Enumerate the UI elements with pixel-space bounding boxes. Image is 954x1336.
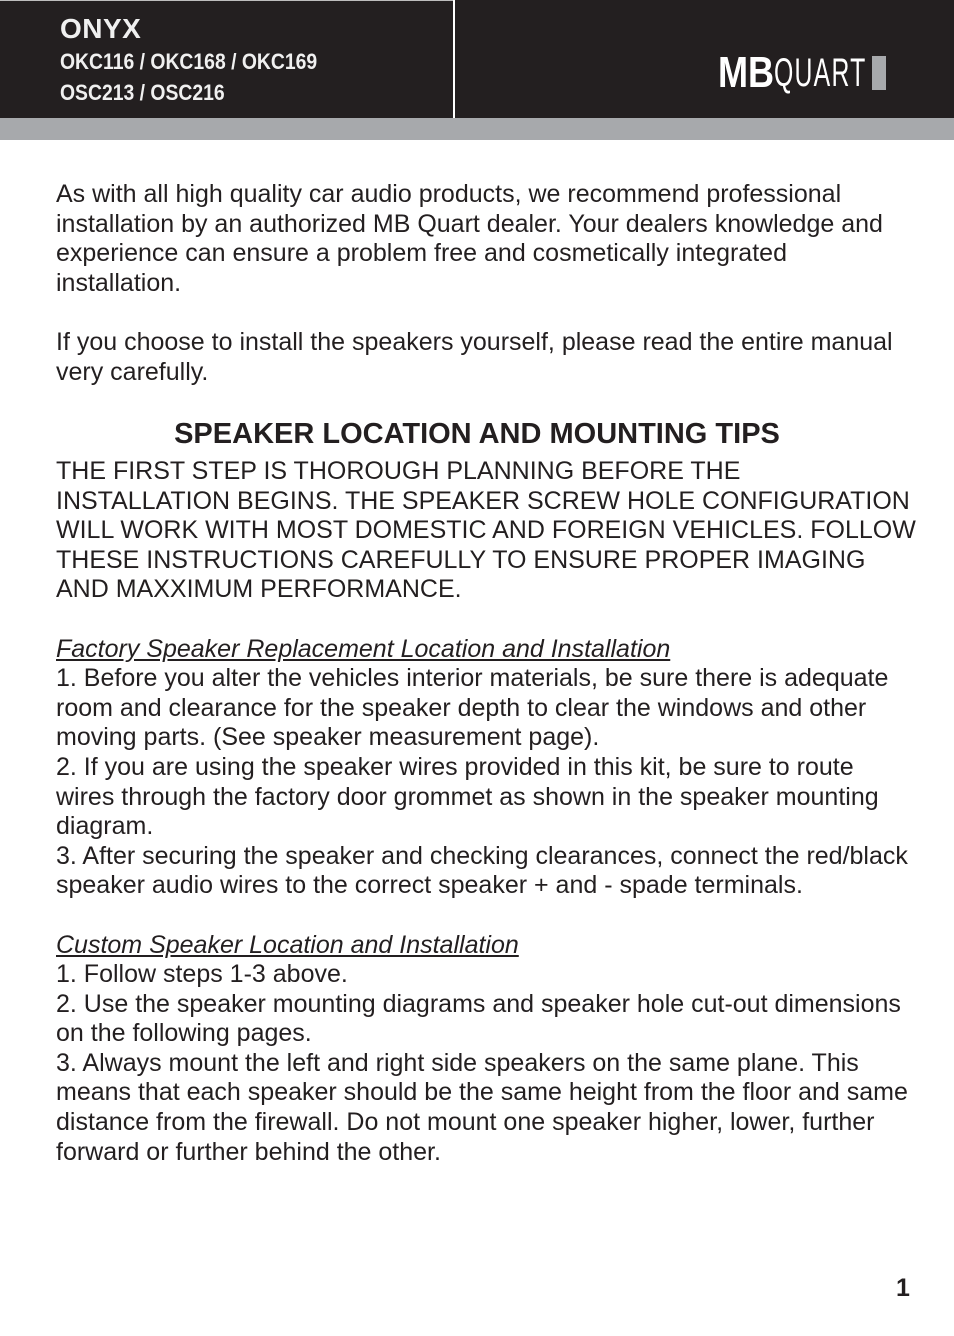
- header-gray-band: [0, 118, 954, 140]
- custom-heading: Custom Speaker Location and Installation: [56, 930, 519, 959]
- mounting-tips-section: [56, 457, 916, 1167]
- spacer: [56, 901, 916, 931]
- custom-step-3: 3. Always mount the left and right side speakers on the same plane. This means that each speaker should be the same height from the floor and same distance from the firewall. Do not mount one speaker higher, lower, further forward or further behind the other.: [56, 1048, 908, 1166]
- intro-paragraph-2: If you choose to install the speakers yourself, please read the entire manual very carefully.: [56, 327, 893, 386]
- header-top-line: [0, 0, 453, 1]
- intro-section: [56, 180, 906, 387]
- custom-step-2: 2. Use the speaker mounting diagrams and speaker hole cut-out dimensions on the following pages.: [56, 989, 901, 1048]
- page-header: [0, 0, 954, 118]
- page-number: 1: [896, 1274, 910, 1302]
- brand-name: ONYX: [60, 13, 142, 44]
- factory-step-3: 3. After securing the speaker and checking clearances, connect the red/black speaker audio wires to the correct speaker + and - spade terminals.: [56, 841, 908, 900]
- factory-step-2: 2. If you are using the speaker wires provided in this kit, be sure to route wires through the factory door grommet as shown in the speaker mounting diagram.: [56, 752, 879, 841]
- section-title: SPEAKER LOCATION AND MOUNTING TIPS: [174, 418, 780, 450]
- spacer: [56, 605, 916, 635]
- logo-mb-text: MB: [718, 48, 775, 97]
- factory-heading: Factory Speaker Replacement Location and Installation: [56, 634, 671, 663]
- spacer: [56, 298, 906, 328]
- model-block: [60, 12, 352, 108]
- intro-paragraph-1: As with all high quality car audio products, we recommend professional installation by an authorized MB Quart dealer. Your dealers knowledge and experience can ensure a problem free and cosmetically integrated installation.: [56, 180, 883, 297]
- custom-step-1: 1. Follow steps 1-3 above.: [56, 960, 348, 989]
- factory-step-1: 1. Before you alter the vehicles interior materials, be sure there is adequate room and clearance for the speaker depth to clear the windows and other moving parts. (See speaker measurement page).: [56, 664, 889, 752]
- mb-quart-logo: [718, 48, 886, 97]
- logo-quart-text: QUART: [774, 51, 867, 95]
- models-line-1: OKC116 / OKC168 / OKC169: [60, 49, 318, 74]
- logo-bar-mark: [872, 56, 886, 90]
- section-lead: THE FIRST STEP IS THOROUGH PLANNING BEFORE THE INSTALLATION BEGINS. THE SPEAKER SCREW HOLE CONFIGURATION WILL WORK WITH MOST DOMESTIC AND FOREIGN VEHICLES. FOLLOW THESE INSTRUCTIONS CAREFULLY TO ENSURE PROPER IMAGING AND MAXXIMUM PERFORMANCE.: [56, 457, 916, 604]
- models-line-2: OSC213 / OSC216: [60, 80, 225, 105]
- header-divider: [453, 0, 455, 118]
